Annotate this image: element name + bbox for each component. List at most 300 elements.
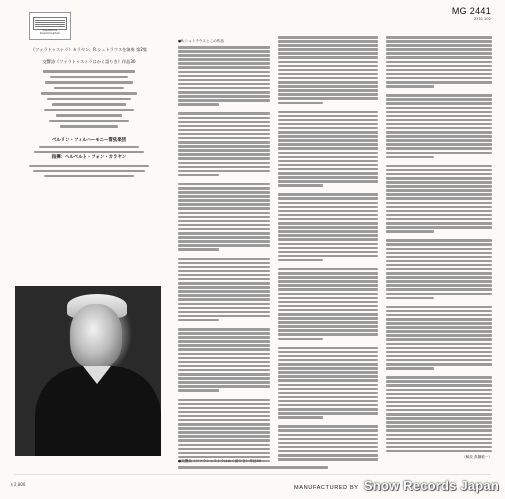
text-line bbox=[178, 170, 270, 173]
text-line bbox=[386, 36, 492, 39]
text-line bbox=[278, 230, 378, 233]
text-line bbox=[278, 305, 378, 308]
text-line bbox=[278, 85, 378, 88]
text-line bbox=[278, 446, 378, 449]
text-line bbox=[178, 58, 270, 61]
text-line bbox=[386, 152, 492, 155]
text-line bbox=[178, 373, 270, 376]
text-line bbox=[278, 89, 378, 92]
text-line bbox=[178, 452, 270, 455]
text-line bbox=[278, 176, 378, 179]
text-line bbox=[178, 336, 270, 339]
text-line bbox=[386, 69, 492, 72]
text-line bbox=[278, 168, 378, 171]
text-line bbox=[386, 206, 492, 209]
text-line bbox=[386, 334, 492, 337]
text-line bbox=[278, 135, 378, 138]
text-line bbox=[178, 91, 270, 94]
text-line bbox=[278, 272, 378, 275]
text-line bbox=[386, 248, 492, 251]
conductor-name: 指揮：ヘルベルト・フォン・カラヤン bbox=[51, 155, 127, 161]
text-line bbox=[386, 44, 492, 47]
text-line bbox=[178, 133, 270, 136]
text-line bbox=[178, 244, 270, 247]
text-line bbox=[386, 438, 492, 441]
text-line bbox=[278, 77, 378, 80]
text-line bbox=[386, 429, 492, 432]
text-line bbox=[278, 52, 378, 55]
text-line bbox=[178, 87, 270, 90]
text-line bbox=[278, 97, 378, 100]
text-line bbox=[278, 111, 378, 114]
text-line bbox=[278, 184, 323, 187]
text-line bbox=[178, 228, 270, 231]
text-line bbox=[178, 431, 270, 434]
text-line bbox=[178, 54, 270, 57]
text-line bbox=[278, 408, 378, 411]
text-line bbox=[178, 145, 270, 148]
text-line bbox=[278, 127, 378, 130]
text-line bbox=[278, 143, 378, 146]
text-line bbox=[386, 210, 492, 213]
text-line bbox=[386, 111, 492, 114]
text-line bbox=[386, 243, 492, 246]
text-line bbox=[278, 197, 378, 200]
text-line bbox=[278, 147, 378, 150]
text-line bbox=[386, 256, 492, 259]
text-line bbox=[178, 75, 270, 78]
text-line bbox=[278, 238, 378, 241]
text-line bbox=[386, 280, 492, 283]
text-line bbox=[386, 355, 492, 358]
text-line bbox=[278, 69, 378, 72]
text-line bbox=[386, 393, 492, 396]
text-line bbox=[278, 371, 378, 374]
text-line bbox=[178, 62, 270, 65]
text-line bbox=[386, 85, 434, 88]
text-line bbox=[178, 236, 270, 239]
text-line bbox=[386, 214, 492, 217]
text-line bbox=[278, 355, 378, 358]
text-line bbox=[278, 412, 378, 415]
text-line bbox=[278, 193, 378, 196]
text-line bbox=[386, 276, 492, 279]
text-line bbox=[386, 409, 492, 412]
text-line bbox=[278, 210, 378, 213]
text-line bbox=[278, 288, 378, 291]
text-line bbox=[386, 165, 492, 168]
text-line bbox=[178, 348, 270, 351]
text-line bbox=[278, 359, 378, 362]
text-line bbox=[386, 272, 492, 275]
text-line bbox=[386, 143, 492, 146]
text-line bbox=[386, 446, 492, 449]
text-line bbox=[178, 415, 270, 418]
text-line bbox=[178, 216, 270, 219]
text-line bbox=[278, 202, 378, 205]
text-line bbox=[178, 187, 270, 190]
text-line bbox=[386, 322, 492, 325]
text-line bbox=[178, 149, 270, 152]
text-line bbox=[178, 369, 270, 372]
text-line bbox=[178, 103, 219, 106]
notes-heading-1: ●R.シュトラウスとこの作品 bbox=[178, 39, 224, 43]
dg-logo-text: Deutsche Grammophon bbox=[39, 27, 61, 36]
text-line bbox=[386, 131, 492, 134]
text-line bbox=[278, 333, 378, 336]
text-line bbox=[178, 328, 270, 331]
text-line bbox=[278, 61, 378, 64]
text-line bbox=[278, 251, 378, 254]
movement-list bbox=[14, 70, 164, 128]
text-line bbox=[386, 98, 492, 101]
text-line bbox=[386, 65, 492, 68]
text-line bbox=[386, 260, 492, 263]
text-line bbox=[386, 351, 492, 354]
text-line bbox=[178, 319, 219, 322]
text-line bbox=[278, 280, 378, 283]
text-line bbox=[278, 81, 378, 84]
text-line bbox=[278, 56, 378, 59]
text-line bbox=[178, 162, 270, 165]
text-line bbox=[386, 380, 492, 383]
text-line bbox=[386, 314, 492, 317]
text-line bbox=[178, 294, 270, 297]
text-line bbox=[278, 347, 378, 350]
text-line bbox=[278, 375, 378, 378]
text-line bbox=[178, 444, 270, 447]
text-line bbox=[278, 131, 378, 134]
text-line bbox=[178, 121, 270, 124]
text-line bbox=[278, 351, 378, 354]
text-line bbox=[386, 268, 492, 271]
text-line bbox=[278, 206, 378, 209]
text-line bbox=[278, 367, 378, 370]
text-line bbox=[386, 389, 492, 392]
text-line bbox=[386, 450, 492, 453]
conductor-photo bbox=[15, 286, 161, 456]
text-line bbox=[386, 135, 492, 138]
text-line bbox=[178, 423, 270, 426]
text-line bbox=[278, 379, 378, 382]
text-line bbox=[386, 127, 492, 130]
manufacturer-label: MANUFACTURED BY bbox=[294, 485, 359, 491]
text-line bbox=[278, 321, 378, 324]
text-line bbox=[278, 434, 378, 437]
text-line bbox=[178, 157, 270, 160]
text-line bbox=[278, 396, 378, 399]
program-listing bbox=[14, 46, 164, 177]
text-line bbox=[178, 377, 270, 380]
text-line bbox=[178, 311, 270, 314]
text-line bbox=[278, 301, 378, 304]
program-title: 《ツァラトゥストラ》カラヤン、R.シュトラウスを演奏 第2集 bbox=[30, 47, 148, 52]
text-line bbox=[178, 427, 270, 430]
text-line bbox=[386, 330, 492, 333]
text-line bbox=[278, 400, 378, 403]
text-line bbox=[178, 298, 270, 301]
text-line bbox=[386, 73, 492, 76]
text-line bbox=[178, 66, 270, 69]
orchestra-name: ベルリン・フィルハーモニー管弦楽団 bbox=[52, 137, 126, 143]
notes-column-1 bbox=[178, 36, 270, 462]
text-line bbox=[278, 429, 378, 432]
text-line bbox=[178, 224, 270, 227]
text-line bbox=[278, 259, 323, 262]
text-line bbox=[178, 344, 270, 347]
text-line bbox=[278, 156, 378, 159]
text-line bbox=[386, 343, 492, 346]
text-line bbox=[278, 119, 378, 122]
watermark: Snow Records Japan bbox=[363, 478, 499, 493]
text-line bbox=[386, 318, 492, 321]
text-line bbox=[178, 83, 270, 86]
text-line bbox=[278, 73, 378, 76]
text-line bbox=[386, 288, 492, 291]
text-line bbox=[178, 199, 270, 202]
dg-logo bbox=[29, 12, 71, 40]
text-line bbox=[278, 93, 378, 96]
text-line bbox=[178, 46, 270, 49]
text-line bbox=[386, 293, 492, 296]
work-title: 交響詩《ツァラトゥストラはかく語りき》作品30 bbox=[42, 59, 136, 64]
text-line bbox=[386, 397, 492, 400]
text-line bbox=[386, 417, 492, 420]
text-line bbox=[178, 183, 270, 186]
text-line bbox=[278, 325, 378, 328]
text-line bbox=[278, 384, 378, 387]
text-line bbox=[178, 385, 270, 388]
text-line bbox=[386, 181, 492, 184]
text-line bbox=[386, 421, 492, 424]
text-line bbox=[386, 173, 492, 176]
text-line bbox=[386, 193, 492, 196]
text-line bbox=[278, 214, 378, 217]
text-line bbox=[386, 156, 434, 159]
text-line bbox=[278, 416, 323, 419]
text-line bbox=[178, 282, 270, 285]
text-line bbox=[178, 79, 270, 82]
text-line bbox=[278, 313, 378, 316]
notes-heading-2: ●交響詩《ツァラトゥストラはかく語りき》作品30 bbox=[178, 459, 262, 463]
text-line bbox=[278, 438, 378, 441]
text-line bbox=[178, 112, 270, 115]
text-line bbox=[386, 239, 492, 242]
text-line bbox=[386, 405, 492, 408]
text-line bbox=[386, 359, 492, 362]
text-line bbox=[178, 439, 270, 442]
text-line bbox=[278, 425, 378, 428]
text-line bbox=[178, 137, 270, 140]
text-line bbox=[178, 399, 270, 402]
text-line bbox=[178, 174, 219, 177]
text-line bbox=[178, 191, 270, 194]
text-line bbox=[386, 77, 492, 80]
text-line bbox=[178, 435, 270, 438]
text-line bbox=[386, 367, 434, 370]
text-line bbox=[178, 125, 270, 128]
text-line bbox=[386, 52, 492, 55]
text-line bbox=[386, 115, 492, 118]
text-line bbox=[278, 276, 378, 279]
text-line bbox=[178, 207, 270, 210]
text-line bbox=[386, 185, 492, 188]
text-line bbox=[178, 357, 270, 360]
text-line bbox=[386, 230, 434, 233]
text-line bbox=[278, 40, 378, 43]
text-line bbox=[278, 243, 378, 246]
text-line bbox=[178, 266, 270, 269]
text-line bbox=[178, 419, 270, 422]
text-line bbox=[278, 102, 323, 105]
text-line bbox=[178, 129, 270, 132]
text-line bbox=[178, 411, 270, 414]
notes-column-3 bbox=[386, 36, 492, 460]
text-line bbox=[386, 48, 492, 51]
text-line bbox=[278, 65, 378, 68]
text-line bbox=[178, 71, 270, 74]
footer-rule bbox=[14, 474, 491, 475]
text-line bbox=[386, 222, 492, 225]
catalog-header bbox=[452, 6, 491, 21]
text-line bbox=[178, 258, 270, 261]
text-line bbox=[278, 309, 378, 312]
text-line bbox=[386, 413, 492, 416]
text-line bbox=[178, 270, 270, 273]
text-line bbox=[278, 293, 378, 296]
text-line bbox=[178, 340, 270, 343]
text-line bbox=[178, 141, 270, 144]
text-line bbox=[278, 284, 378, 287]
text-line bbox=[386, 434, 492, 437]
text-line bbox=[386, 139, 492, 142]
text-line bbox=[178, 403, 270, 406]
text-line bbox=[386, 401, 492, 404]
text-line bbox=[178, 248, 219, 251]
text-line bbox=[386, 442, 492, 445]
text-line bbox=[278, 363, 378, 366]
text-line bbox=[386, 218, 492, 221]
text-line bbox=[386, 306, 492, 309]
text-line bbox=[178, 232, 270, 235]
text-line bbox=[278, 48, 378, 51]
text-line bbox=[386, 61, 492, 64]
text-line bbox=[278, 160, 378, 163]
text-line bbox=[178, 365, 270, 368]
text-line bbox=[278, 222, 378, 225]
text-line bbox=[178, 278, 270, 281]
text-line bbox=[178, 290, 270, 293]
text-line bbox=[178, 332, 270, 335]
text-line bbox=[386, 81, 492, 84]
text-line bbox=[386, 252, 492, 255]
text-line bbox=[386, 197, 492, 200]
notes-signature: （解説 真鍋敏一） bbox=[462, 455, 492, 460]
text-line bbox=[386, 123, 492, 126]
text-line bbox=[386, 94, 492, 97]
text-line bbox=[178, 274, 270, 277]
notes-column-2 bbox=[278, 36, 378, 461]
text-line bbox=[178, 153, 270, 156]
text-line bbox=[278, 255, 378, 258]
text-line bbox=[278, 123, 378, 126]
text-line bbox=[386, 40, 492, 43]
text-line bbox=[386, 363, 492, 366]
price-label: ￥2,800 bbox=[10, 482, 26, 487]
text-line bbox=[278, 329, 378, 332]
text-line bbox=[278, 164, 378, 167]
text-line bbox=[278, 36, 378, 39]
text-line bbox=[178, 448, 270, 451]
text-line bbox=[278, 115, 378, 118]
text-line bbox=[386, 326, 492, 329]
text-line bbox=[386, 189, 492, 192]
text-line bbox=[278, 44, 378, 47]
text-line bbox=[178, 407, 270, 410]
text-line bbox=[278, 297, 378, 300]
text-line bbox=[278, 247, 378, 250]
text-line bbox=[178, 315, 270, 318]
text-line bbox=[178, 203, 270, 206]
text-line bbox=[278, 172, 378, 175]
catalog-sub-code: 2531 102 bbox=[473, 17, 491, 21]
catalog-number: MG 2441 bbox=[451, 6, 491, 16]
text-line bbox=[278, 139, 378, 142]
text-line bbox=[386, 107, 492, 110]
text-line bbox=[386, 226, 492, 229]
text-line bbox=[178, 117, 270, 120]
notes-heading-2-block bbox=[178, 456, 378, 469]
text-line bbox=[178, 212, 270, 215]
text-line bbox=[278, 442, 378, 445]
text-line bbox=[386, 119, 492, 122]
text-line bbox=[278, 388, 378, 391]
text-line bbox=[386, 264, 492, 267]
text-line bbox=[386, 284, 492, 287]
text-line bbox=[278, 152, 378, 155]
text-line bbox=[386, 202, 492, 205]
text-line bbox=[178, 381, 270, 384]
text-line bbox=[386, 347, 492, 350]
text-line bbox=[178, 240, 270, 243]
text-line bbox=[178, 262, 270, 265]
text-line bbox=[178, 220, 270, 223]
text-line bbox=[178, 95, 270, 98]
text-line bbox=[178, 195, 270, 198]
text-line bbox=[386, 102, 492, 105]
text-line bbox=[278, 450, 378, 453]
text-line bbox=[178, 50, 270, 53]
text-line bbox=[278, 218, 378, 221]
text-line bbox=[278, 317, 378, 320]
text-line bbox=[178, 303, 270, 306]
text-line bbox=[386, 147, 492, 150]
text-line bbox=[278, 404, 378, 407]
text-line bbox=[178, 166, 270, 169]
text-line bbox=[178, 361, 270, 364]
text-line bbox=[386, 56, 492, 59]
text-line bbox=[178, 353, 270, 356]
text-line bbox=[278, 234, 378, 237]
text-line bbox=[386, 177, 492, 180]
text-line bbox=[386, 376, 492, 379]
text-line bbox=[178, 99, 270, 102]
text-line bbox=[278, 338, 323, 341]
text-line bbox=[386, 297, 434, 300]
text-line bbox=[278, 180, 378, 183]
text-line bbox=[278, 392, 378, 395]
text-line bbox=[386, 425, 492, 428]
